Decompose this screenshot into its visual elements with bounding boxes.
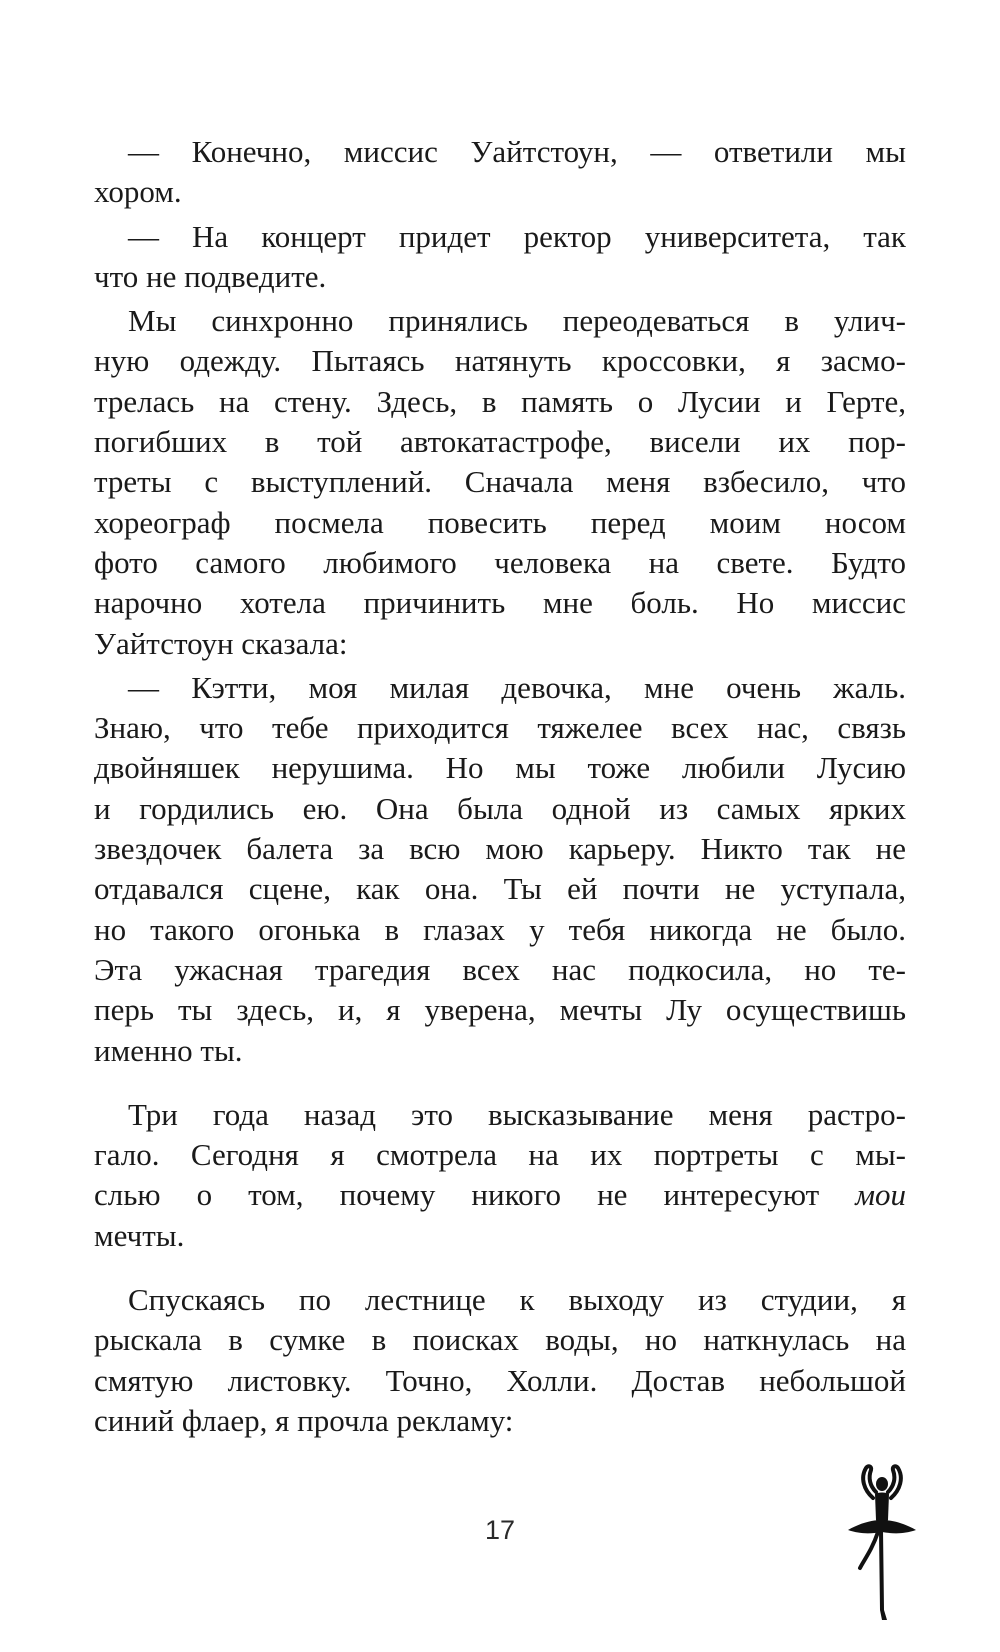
text-line: Три года назад это высказывание меня растро- — [128, 1096, 906, 1132]
text-line-with-emphasis — [94, 1175, 906, 1215]
text-line: — На концерт придет ректор университета, так — [128, 218, 906, 254]
text-line: смятую листовку. Точно, Холли. Достав небольшой — [94, 1362, 906, 1398]
text-line: рыскала в сумке в поисках воды, но наткнулась на — [94, 1322, 906, 1358]
text-line: ную одежду. Пытаясь натянуть кроссовки, я засмо- — [94, 343, 906, 379]
paragraph-3 — [94, 301, 906, 664]
paragraph-5 — [94, 1095, 906, 1256]
page-body — [94, 132, 906, 1441]
paragraph-2 — [94, 217, 906, 298]
text-line: и гордились ею. Она была одной из самых ярких — [94, 790, 906, 826]
text-line: мечты. — [94, 1217, 185, 1253]
paragraph-1 — [94, 132, 906, 213]
text-line: хором. — [94, 174, 182, 210]
text-line: Спускаясь по лестнице к выходу из студии, я — [128, 1282, 906, 1318]
text-line: отдавался сцене, как она. Ты ей почти не уступала, — [94, 871, 906, 907]
text-line: Мы синхронно принялись переодеваться в улич- — [128, 303, 906, 339]
text-line: именно ты. — [94, 1032, 243, 1068]
paragraph-4 — [94, 668, 906, 1071]
text-line: — Конечно, миссис Уайтстоун, — ответили мы — [128, 134, 906, 169]
text-line: трелась на стену. Здесь, в память о Лусии и Герте, — [94, 383, 906, 419]
text-line: Уайтстоун сказала: — [94, 625, 348, 661]
text-line: но такого огонька в глазах у тебя никогда не было. — [94, 911, 906, 947]
text-line: перь ты здесь, и, я уверена, мечты Лу осуществишь — [94, 992, 906, 1028]
text-line: фото самого любимого человека на свете. Будто — [94, 544, 906, 580]
text-line: нарочно хотела причинить мне боль. Но миссис — [94, 585, 906, 621]
text-line: хореограф посмела повесить перед моим носом — [94, 504, 906, 540]
ballerina-silhouette-icon — [842, 1460, 922, 1630]
emphasized-word: мои — [855, 1177, 906, 1213]
text-line: звездочек балета за всю мою карьеру. Никто так не — [94, 831, 906, 867]
text-line: треты с выступлений. Сначала меня взбесило, что — [94, 464, 906, 500]
paragraph-6 — [94, 1280, 906, 1441]
text-line: — Кэтти, моя милая девочка, мне очень жаль. — [128, 669, 906, 705]
text-line: синий флаер, я прочла рекламу: — [94, 1402, 514, 1438]
text-line: погибших в той автокатастрофе, висели их пор- — [94, 424, 906, 460]
text-line: двойняшек нерушима. Но мы тоже любили Лусию — [94, 750, 906, 786]
text-line: гало. Сегодня я смотрела на их портреты с мы- — [94, 1137, 906, 1173]
page-number: 17 — [484, 1515, 516, 1545]
text-segment: слью о том, почему никого не интересуют — [94, 1177, 856, 1213]
text-line: Знаю, что тебе приходится тяжелее всех нас, связь — [94, 710, 906, 746]
text-line: Эта ужасная трагедия всех нас подкосила, но те- — [94, 951, 906, 987]
text-line: что не подведите. — [94, 258, 327, 294]
